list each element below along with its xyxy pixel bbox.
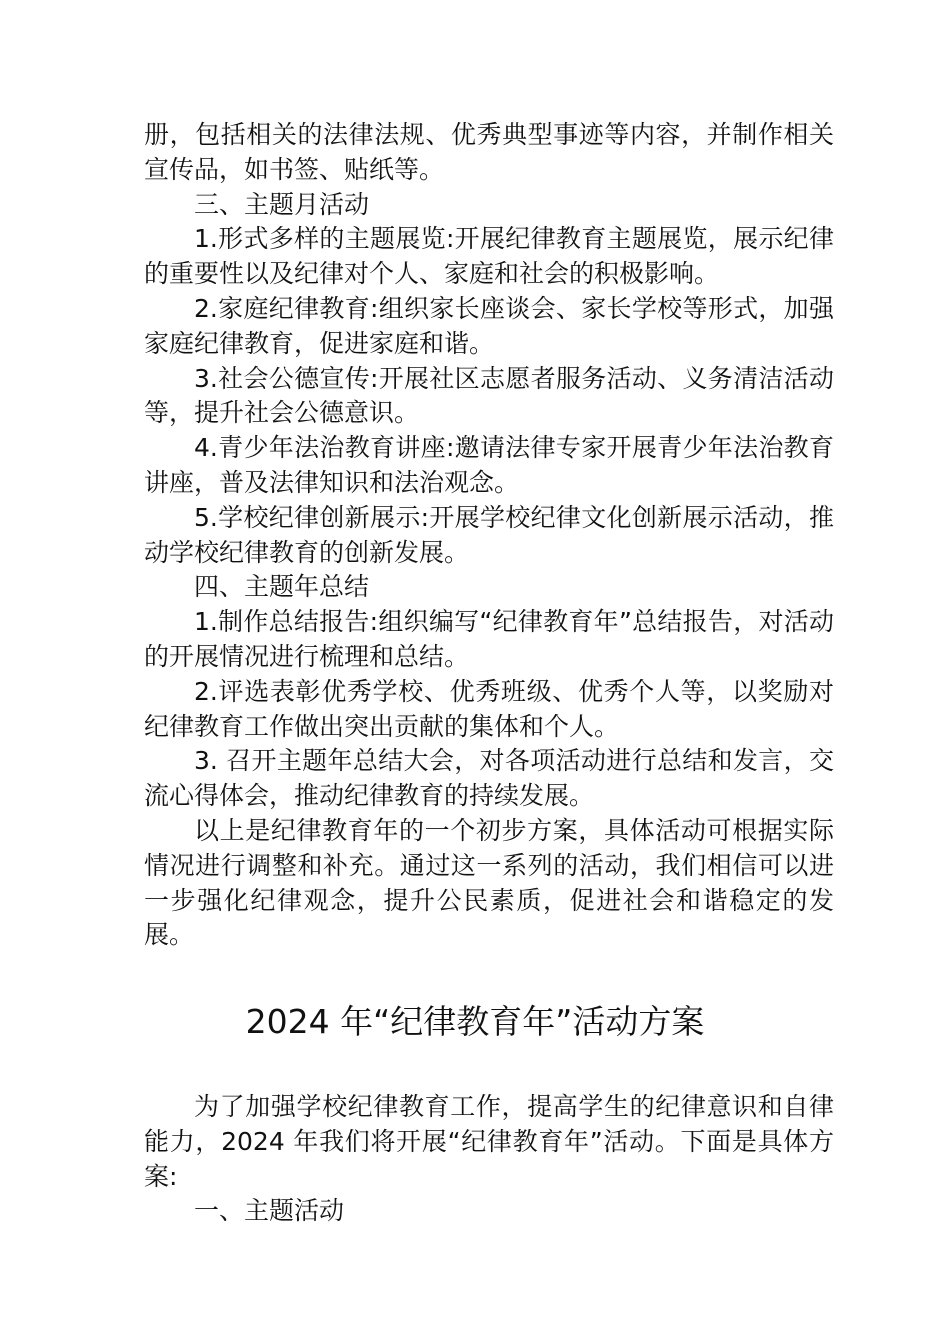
document-body-part1 <box>144 118 834 953</box>
section-heading-1: 一、主题活动 <box>194 1196 345 1226</box>
intro-paragraph: 为了加强学校纪律教育工作，提高学生的纪律意识和自律能力，2024 年我们将开展“纪律教育年”活动。下面是具体方案: <box>144 1092 834 1191</box>
closing-paragraph: 以上是纪律教育年的一个初步方案，具体活动可根据实际情况进行调整和补充。通过这一系列的活动，我们相信可以进一步强化纪律观念，提升公民素质，促进社会和谐稳定的发展。 <box>144 815 834 950</box>
list-item-summary-1: 1.制作总结报告:组织编写“纪律教育年”总结报告，对活动的开展情况进行梳理和总结。 <box>144 607 834 671</box>
section-heading-4: 四、主题年总结 <box>194 572 370 602</box>
list-item-summary-3: 3. 召开主题年总结大会，对各项活动进行总结和发言，交流心得体会，推动纪律教育的持续发展。 <box>144 746 834 811</box>
document-title: 2024 年“纪律教育年”活动方案 <box>245 1002 705 1041</box>
list-item-month-5: 5.学校纪律创新展示:开展学校纪律文化创新展示活动，推动学校纪律教育的创新发展。 <box>144 502 834 567</box>
list-item-month-3: 3.社会公德宣传:开展社区志愿者服务活动、义务清洁活动等，提升社会公德意识。 <box>144 363 834 428</box>
paragraph-continued: 册，包括相关的法律法规、优秀典型事迹等内容，并制作相关宣传品，如书签、贴纸等。 <box>144 120 834 184</box>
list-item-summary-2: 2.评选表彰优秀学校、优秀班级、优秀个人等，以奖励对纪律教育工作做出突出贡献的集体和个人。 <box>144 676 834 741</box>
list-item-month-4: 4.青少年法治教育讲座:邀请法律专家开展青少年法治教育讲座，普及法律知识和法治观念。 <box>144 433 834 497</box>
list-item-month-1: 1.形式多样的主题展览:开展纪律教育主题展览，展示纪律的重要性以及纪律对个人、家庭和社会的积极影响。 <box>144 224 834 289</box>
document-body-part2 <box>144 1090 834 1229</box>
section-heading-3: 三、主题月活动 <box>194 189 370 219</box>
list-item-month-2: 2.家庭纪律教育:组织家长座谈会、家长学校等形式，加强家庭纪律教育，促进家庭和谐。 <box>144 293 834 358</box>
